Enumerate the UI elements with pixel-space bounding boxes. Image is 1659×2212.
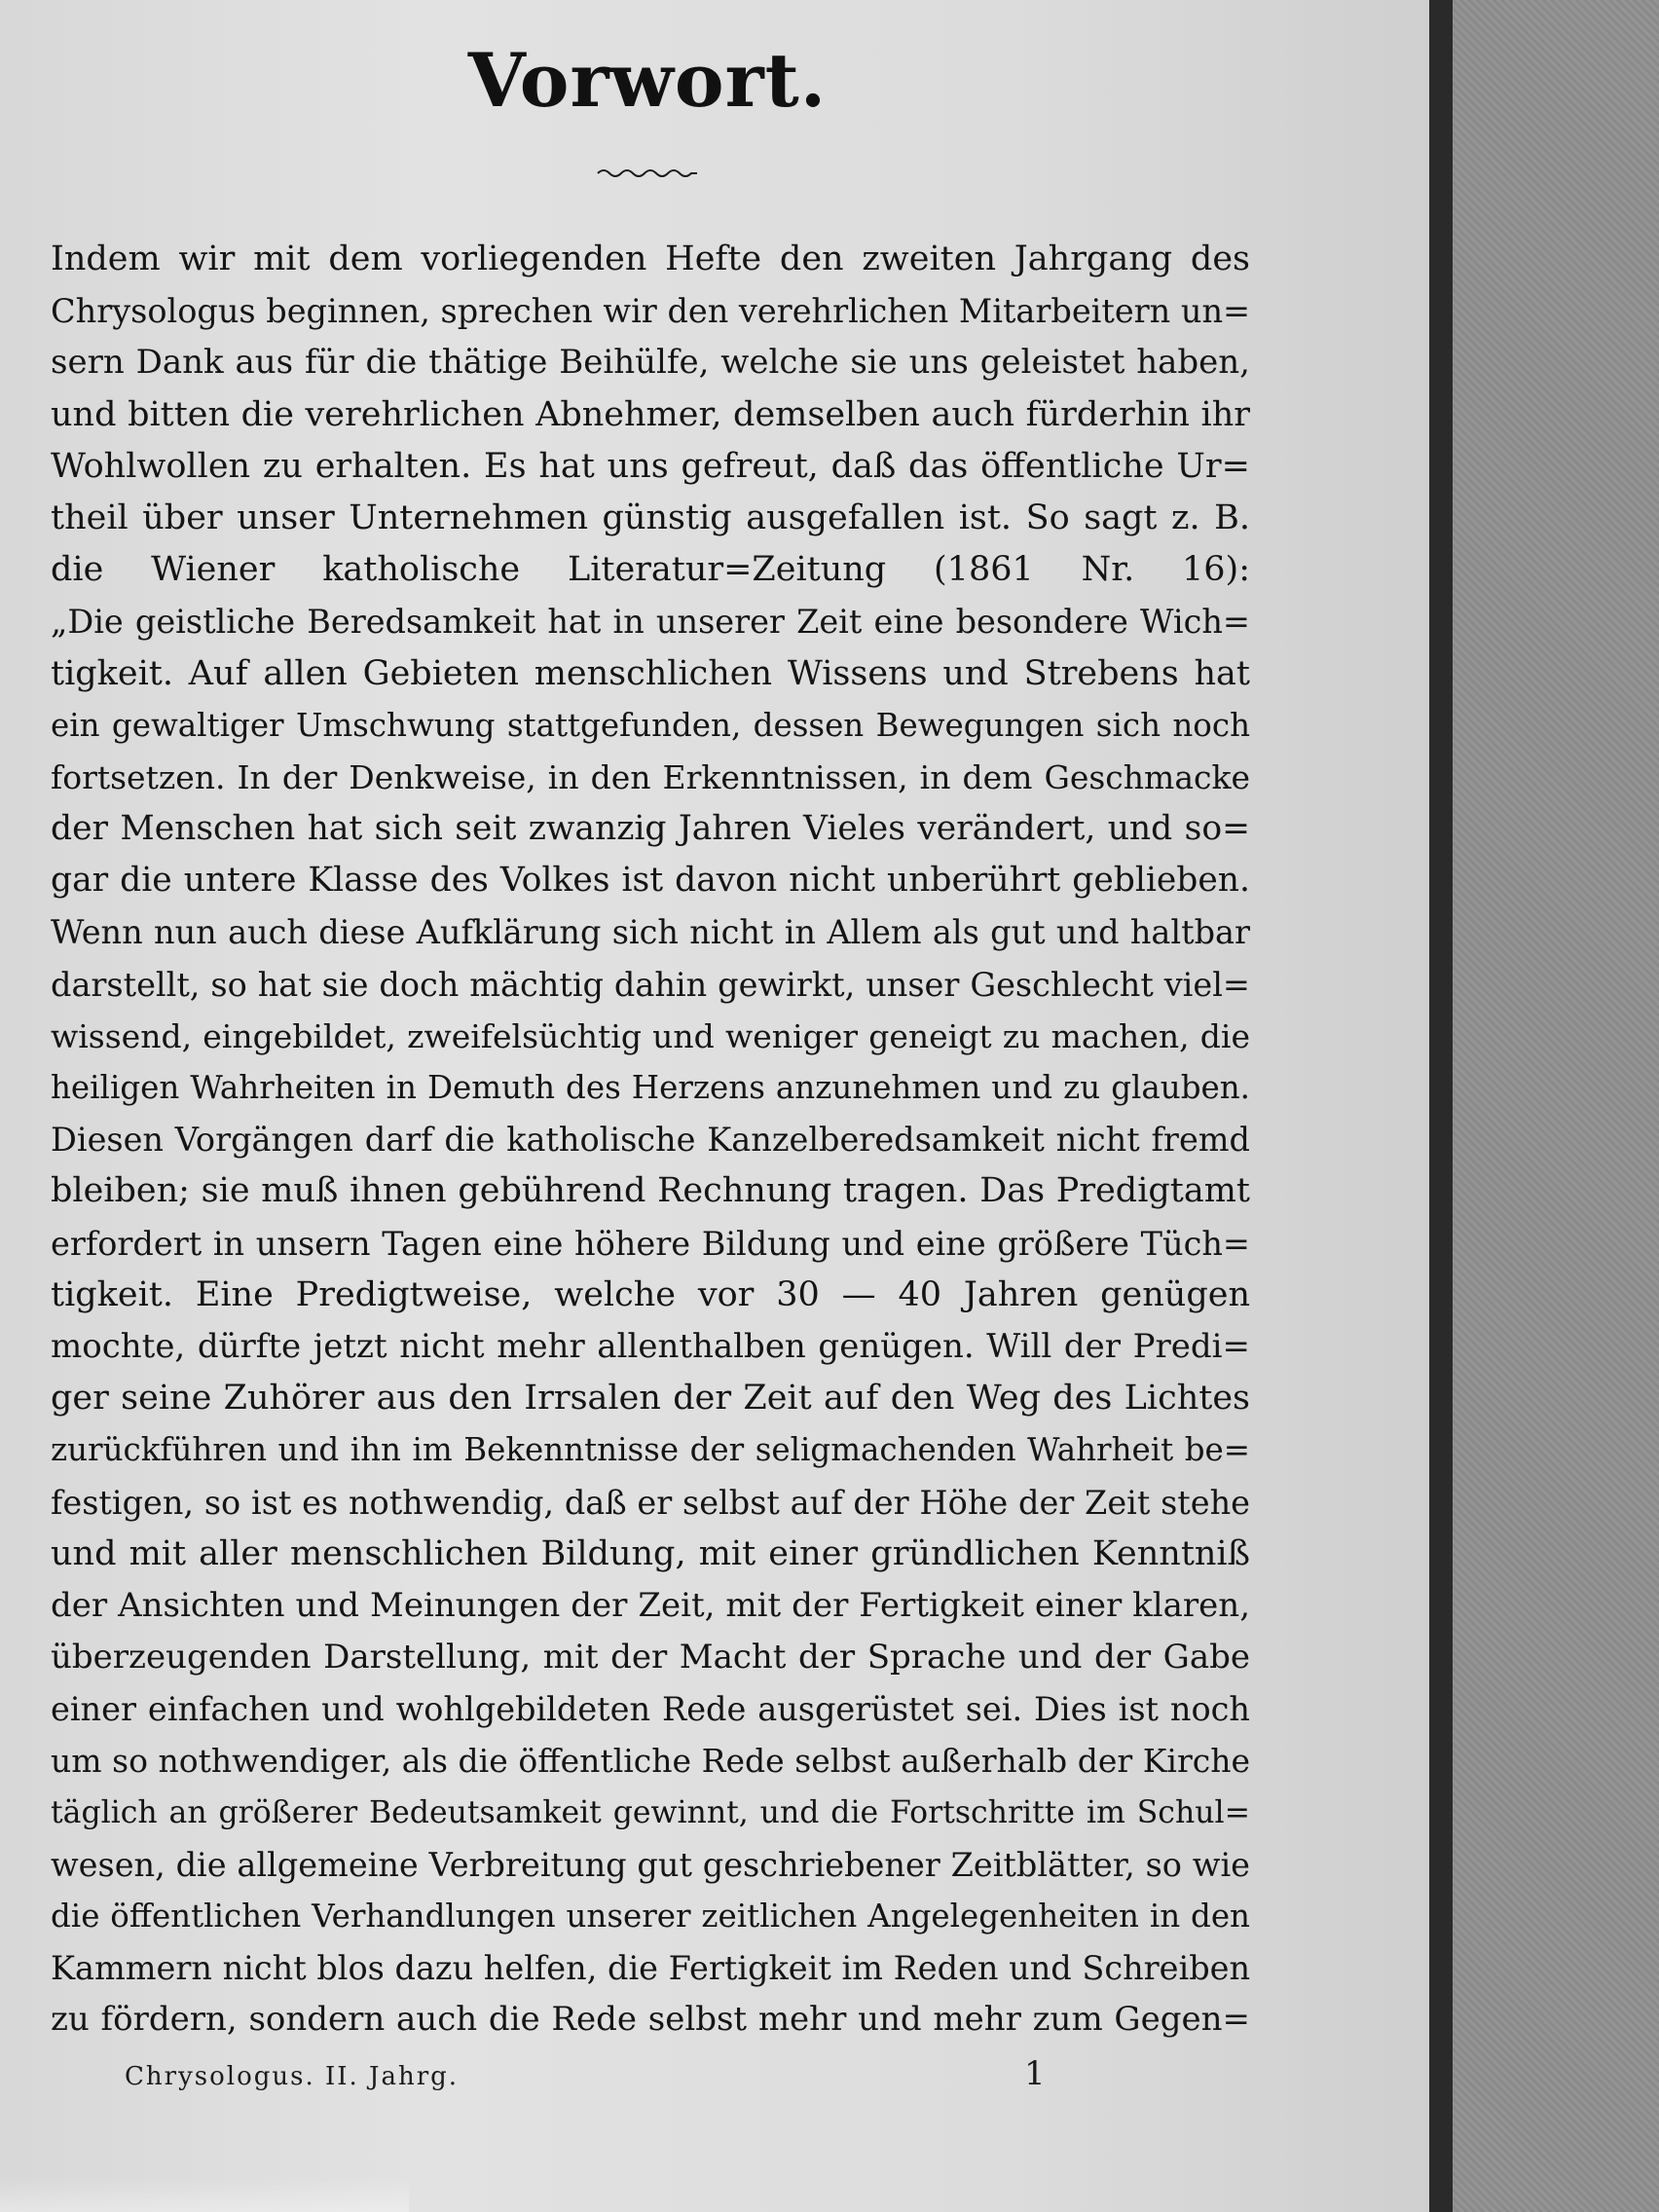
- text-line: bleiben; sie muß ihnen gebührend Rechnung tragen. Das Predigtamt: [51, 1171, 1250, 1211]
- text-line: sern Dank aus für die thätige Beihülfe, welche sie uns geleistet haben,: [51, 343, 1250, 383]
- text-line: erfordert in unsern Tagen eine höhere Bildung und eine größere Tüch=: [51, 1224, 1250, 1263]
- text-line: fortsetzen. In der Denkweise, in den Erkenntnissen, in dem Geschmacke: [51, 757, 1250, 796]
- text-line: Wenn nun auch diese Aufklärung sich nicht in Allem als gut und haltbar: [51, 913, 1250, 952]
- background-surface: [1453, 0, 1659, 2212]
- text-line: ein gewaltiger Umschwung stattgefunden, dessen Bewegungen sich noch: [51, 706, 1250, 744]
- text-line: der Menschen hat sich seit zwanzig Jahren Vieles verändert, und so=: [51, 809, 1250, 849]
- text-line: darstellt, so hat sie doch mächtig dahin gewirkt, unser Geschlecht viel=: [51, 965, 1250, 1004]
- text-line: ger seine Zuhörer aus den Irrsalen der Zeit auf den Weg des Lichtes: [51, 1379, 1250, 1419]
- text-line: heiligen Wahrheiten in Demuth des Herzens anzunehmen und zu glauben.: [51, 1069, 1250, 1106]
- text-line: die Wiener katholische Literatur=Zeitung (1861 Nr. 16):: [51, 550, 1250, 590]
- text-line: um so nothwendiger, als die öffentliche Rede selbst außerhalb der Kirche: [51, 1742, 1250, 1781]
- text-line: zurückführen und ihn im Bekenntnisse der seligmachenden Wahrheit be=: [51, 1431, 1250, 1469]
- text-line: theil über unser Unternehmen günstig ausgefallen ist. So sagt z. B.: [51, 498, 1250, 537]
- title-ornament: [596, 166, 699, 179]
- sheet-number: 1: [1024, 2054, 1046, 2093]
- text-line: tigkeit. Auf allen Gebieten menschlichen Wissens und Strebens hat: [51, 653, 1250, 693]
- text-line: Wohlwollen zu erhalten. Es hat uns gefreut, daß das öffentliche Ur=: [51, 446, 1250, 486]
- text-line: die öffentlichen Verhandlungen unserer zeitlichen Angelegenheiten in den: [51, 1898, 1250, 1935]
- book-binding-edge: [1429, 0, 1453, 2212]
- text-line: gar die untere Klasse des Volkes ist davon nicht unberührt geblieben.: [51, 861, 1250, 901]
- text-line: Diesen Vorgängen darf die katholische Kanzelberedsamkeit nicht fremd: [51, 1121, 1250, 1160]
- text-line: täglich an größerer Bedeutsamkeit gewinnt, und die Fortschritte im Schul=: [51, 1794, 1250, 1830]
- text-line: „Die geistliche Beredsamkeit hat in unserer Zeit eine besondere Wich=: [51, 603, 1250, 642]
- text-line: wesen, die allgemeine Verbreitung gut geschriebener Zeitblätter, so wie: [51, 1845, 1250, 1884]
- text-line: und bitten die verehrlichen Abnehmer, demselben auch fürderhin ihr: [51, 394, 1250, 434]
- bottom-edge-glare: [0, 2177, 409, 2212]
- text-line: mochte, dürfte jetzt nicht mehr allenthalben genügen. Will der Predi=: [51, 1326, 1250, 1366]
- text-line: Kammern nicht blos dazu helfen, die Fertigkeit im Reden und Schreiben: [51, 1949, 1250, 1988]
- text-line: Indem wir mit dem vorliegenden Hefte den zweiten Jahrgang des: [51, 240, 1250, 278]
- text-line: Chrysologus beginnen, sprechen wir den verehrlichen Mitarbeitern un=: [51, 292, 1250, 331]
- text-line: tigkeit. Eine Predigtweise, welche vor 30 — 40 Jahren genügen: [51, 1274, 1250, 1314]
- text-line: festigen, so ist es nothwendig, daß er selbst auf der Höhe der Zeit stehe: [51, 1483, 1250, 1522]
- page-title: Vorwort.: [467, 37, 828, 124]
- text-line: überzeugenden Darstellung, mit der Macht der Sprache und der Gabe: [51, 1638, 1250, 1677]
- text-line: wissend, eingebildet, zweifelsüchtig und weniger geneigt zu machen, die: [51, 1016, 1250, 1055]
- body-text: [51, 234, 1250, 2046]
- text-line: einer einfachen und wohlgebildeten Rede ausgerüstet sei. Dies ist noch: [51, 1690, 1250, 1729]
- signature-line: Chrysologus. II. Jahrg.: [125, 2062, 460, 2091]
- text-line: zu fördern, sondern auch die Rede selbst mehr und mehr zum Gegen=: [51, 2000, 1250, 2040]
- text-line: und mit aller menschlichen Bildung, mit einer gründlichen Kenntniß: [51, 1533, 1250, 1573]
- text-line: der Ansichten und Meinungen der Zeit, mit der Fertigkeit einer klaren,: [51, 1585, 1250, 1625]
